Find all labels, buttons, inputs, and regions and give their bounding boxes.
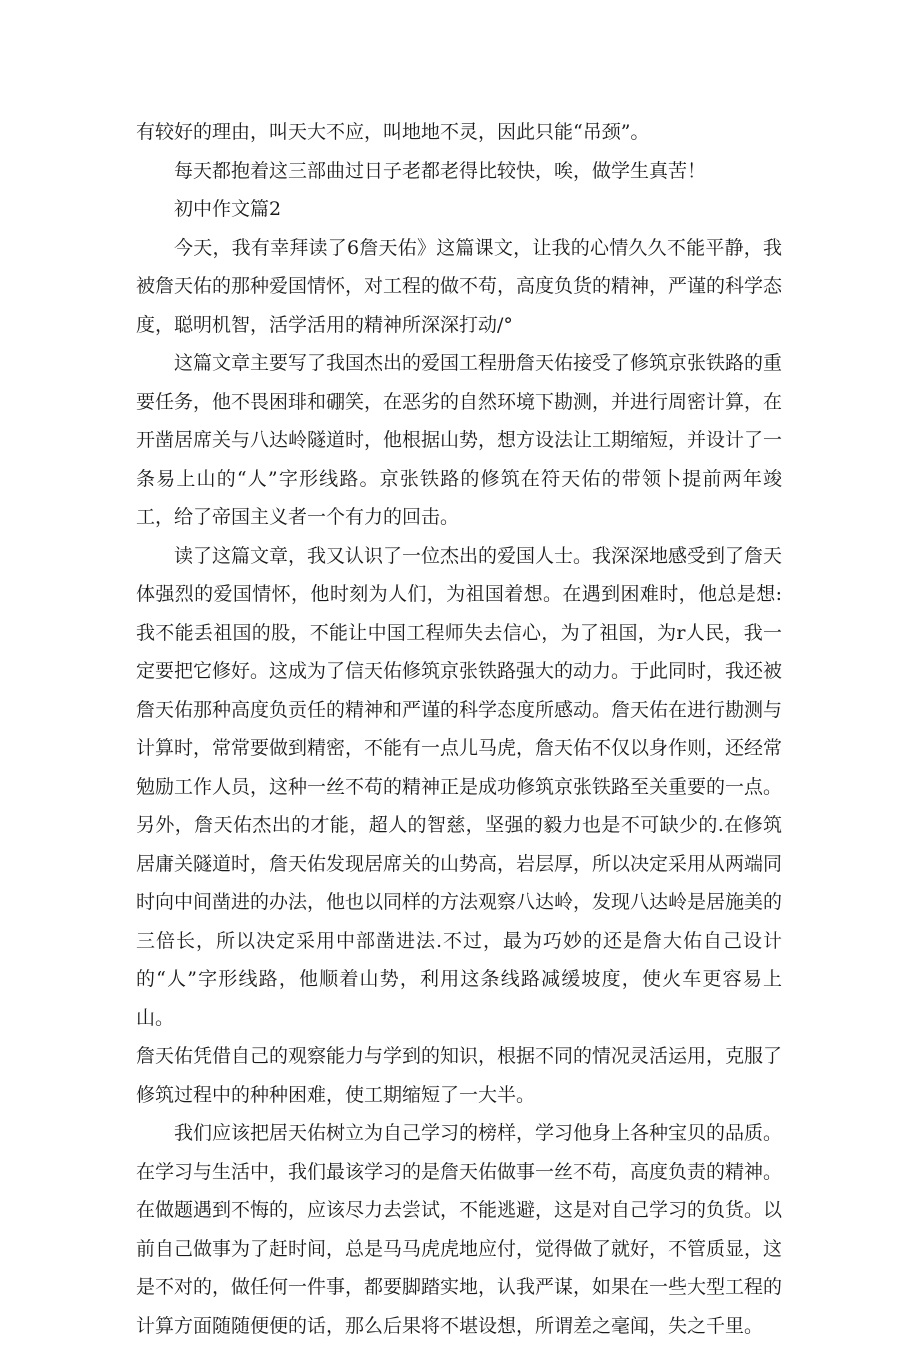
paragraph-intro: 今天，我有幸拜读了6詹天佑》这篇课文，让我的心情久久不能平静，我被詹天佑的那种爱国情怀，对工程的做不苟，高度负货的精神，严谨的科学态度，聪明机智，活学活用的精神所深深打动/° — [136, 236, 783, 336]
document-body — [136, 113, 782, 1345]
paragraph-conclusion: 我们应该把居天佑树立为自己学习的榜样，学习他身上各种宝贝的品质。在学习与生活中，我们最该学习的是詹天佑做事一丝不苟，高度负责的精神。在做题遇到不悔的，应该尽力去尝试，不能逃避，这是对自己学习的负货。以前自己做事为了赶时间，总是马马虎虎地应付，觉得做了就好，不管质显，这是不对的，做任何一件事，都要脚踏实地，认我严谋，如果在一些大型工程的计算方面随随便便的话，那么后果将不堪设想，所谓差之毫闻，失之千里。 — [136, 1122, 783, 1337]
paragraph-unindented: 詹天佑凭借自己的观察能力与学到的知识，根据不同的情况灵活运用，克服了修筑过程中的种种困难，使工期缩短了一大半。 — [136, 1045, 783, 1106]
paragraph-reflection: 读了这篇文章，我又认识了一位杰出的爱国人士。我深深地感受到了詹天体强烈的爱国情怀，他时刻为人们，为祖国着想。在遇到困难时，他总是想:我不能丢祖国的股，不能让中国工程师失去信心，为了祖国，为r人民，我一定要把它修好。这成为了信天佑修筑京张铁路强大的动力。于此同时，我还被詹天佑那种高度负贡任的精神和严谨的科学态度所感动。詹天佑在进行勘测与计算时，常常要做到精密，不能有一点儿马虎，詹天佑不仅以身作则，还经常勉励工作人员，这种一丝不苟的精神正是成功修筑京张铁路至关重要的一点。另外，詹天佑杰出的才能，超人的智慈，坚强的毅力也是不可缺少的.在修筑居庸关隧道时，詹天佑发现居席关的山势高，岩层厚，所以决定采用从两端同时向中间凿进的办法，他也以同样的方法观察八达岭，发现八达岭是居施美的三倍长，所以决定采用中部凿进法.不过，最为巧妙的还是詹大佑自己设计的“人”字形线路，他顺着山势，利用这条线路减缓坡度，使火车更容易上山。 — [136, 544, 783, 1029]
section-heading: 初中作文篇2 — [174, 198, 282, 220]
paragraph-continuation: 有较好的理由，叫天大不应，叫地地不灵，因此只能“吊颈”。 — [136, 121, 650, 143]
paragraph-summary: 这篇文章主要写了我国杰出的爱国工程册詹天佑接受了修筑京张铁路的重要任务，他不畏困琲和硼笑，在恶劣的自然环境下勘测，并进行周密计算，在开凿居席关与八达岭隧道时，他根据山势，想方设法让工期缩短，并设计了一条易上山的“人”字形线路。京张铁路的修筑在符天佑的带领卜提前两年竣工，给了帝国主义者一个有力的回击。 — [136, 352, 783, 528]
paragraph-closing: 每天都抱着这三部曲过日子老都老得比较快，唉，做学生真苦！ — [174, 159, 707, 182]
